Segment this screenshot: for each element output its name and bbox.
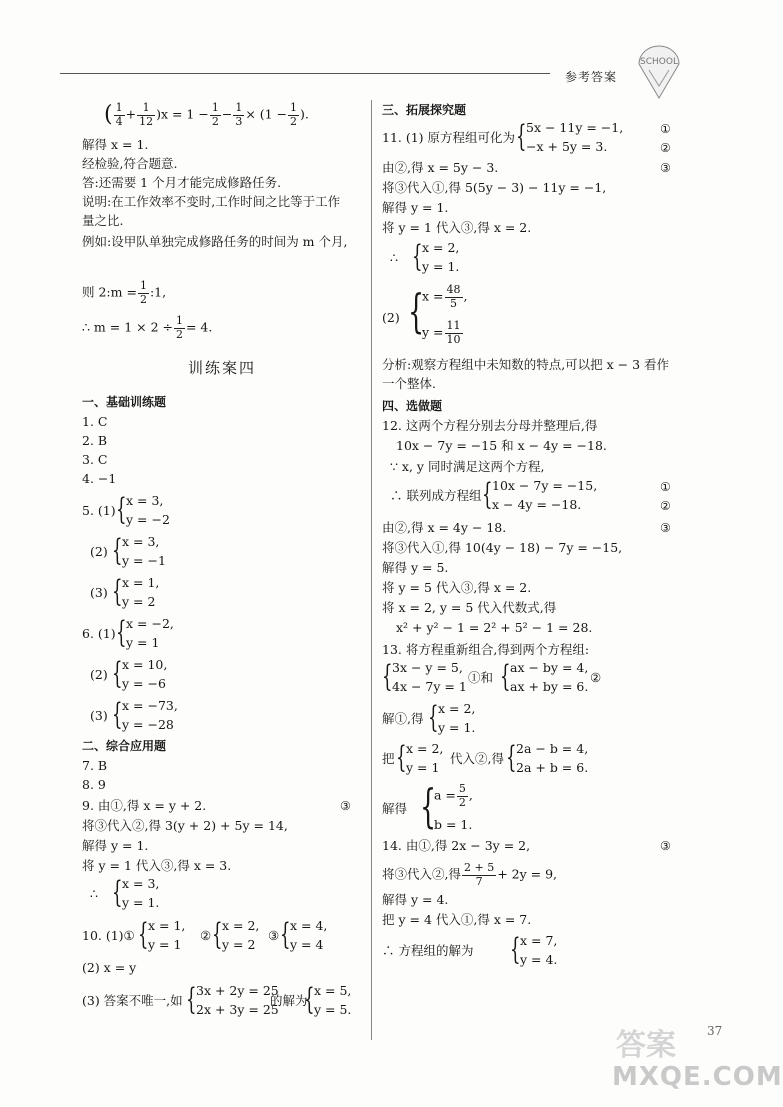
solution-line: 将 y = 1 代入③,得 x = 3.	[82, 858, 232, 873]
equation-system-pair: { 3x − y = 5, 4x − 7y = 1 ①和 { ax − by = 4, ax + by = 6. ②	[382, 659, 602, 694]
ratio-equation: 则 2:m = $\frac{1}{2}$ :1,	[82, 279, 167, 306]
answer-line: 8. 9	[82, 777, 106, 792]
solution-line: 把 y = 4 代入①,得 x = 7.	[382, 912, 532, 927]
solution-line: 由②,得 x = 5y − 3.	[382, 160, 499, 175]
school-badge-icon	[635, 46, 683, 100]
solution-line: 将 x = 2, y = 5 代入代数式,得	[382, 600, 557, 615]
section-heading: 三、拓展探究题	[382, 103, 467, 117]
solution-line: 将 y = 5 代入③,得 x = 2.	[382, 580, 532, 595]
text-line: 解得 x = 1.	[82, 137, 149, 152]
watermark-text: MXQE.COM	[612, 1062, 783, 1092]
answer-system: 6. (1) { x = −2, y = 1	[82, 615, 174, 650]
equation-system: 11. (1) 原方程组可化为 { 5x − 11y = −1, −x + 5y = 3. ① ②	[382, 119, 671, 155]
header-title: 参考答案	[565, 70, 618, 84]
substitution-system: 把 { x = 2, y = 1 代入②,得 { 2a − b = 4, 2a + b = 6.	[382, 740, 589, 775]
solution-line: 9. 由①,得 x = y + 2.	[82, 798, 207, 813]
answer-system: ∴ { x = 3, y = 1.	[90, 875, 160, 910]
analysis-paragraph: 分析:观察方程组中未知数的特点,可以把 x − 3 看作一个整体.	[382, 357, 670, 391]
section-title: 训练案四	[187, 359, 256, 377]
answer-system: (2) { x = 3, y = −1	[90, 533, 166, 568]
header-rule	[60, 73, 550, 74]
m-equation: ∴ m = 1 × 2 ÷ $\frac{1}{2}$ = 4.	[82, 314, 213, 341]
badge-label: SCHOOL	[640, 57, 678, 67]
solution-line: 由②,得 x = 4y − 18.	[382, 520, 507, 535]
equation-tag: ③	[660, 839, 671, 853]
answer-system-fraction: 解得 { a = $\frac{5}{2}$ , b = 1.	[382, 779, 473, 833]
solution-line: ∵ x, y 同时满足这两个方程,	[390, 459, 545, 474]
column-divider	[371, 100, 372, 1040]
solution-line: 12. 这两个方程分别去分母并整理后,得	[382, 418, 598, 433]
answer-system-fraction: (2) { x = $\frac{48}{5}$ , y = $\frac{11}{10}$	[382, 283, 468, 346]
answer-system: ∴ { x = 2, y = 1.	[390, 239, 460, 274]
watermark-logo: 答案	[616, 1028, 676, 1063]
text-line: 经检验,符合题意.	[82, 156, 178, 171]
solution-line: 解得 y = 1.	[82, 838, 149, 853]
page-number: 37	[707, 1024, 723, 1038]
equation-system: ∴ 联列成方程组 { 10x − 7y = −15, x − 4y = −18. ① ②	[390, 477, 671, 513]
answer-line: 7. B	[82, 758, 108, 773]
answer-system: 5. (1) { x = 3, y = −2	[82, 492, 170, 527]
answer-line: 4. −1	[82, 471, 117, 486]
section-heading: 一、基础训练题	[82, 395, 167, 409]
fraction-equation: 将③代入②,得 $\frac{2 + 5}{7}$ + 2y = 9,	[382, 861, 558, 888]
answer-system-row: 10. (1)① { x = 1, y = 1 ② { x = 2, y = 2 ③ { x = 4, y = 4	[82, 917, 328, 952]
solution-line: 将③代入②,得 3(y + 2) + 5y = 14,	[82, 818, 288, 833]
section-heading: 二、综合应用题	[82, 739, 167, 753]
text-line: 答:还需要 1 个月才能完成修路任务.	[82, 175, 282, 190]
section-heading: 四、选做题	[382, 399, 443, 413]
solution-line: 14. 由①,得 2x − 3y = 2,	[382, 838, 531, 853]
answer-line: 1. C	[82, 414, 108, 429]
solution-line: 解得 y = 1.	[382, 200, 449, 215]
top-equation: ( $\frac{1}{4}$ + $\frac{1}{12}$ )x = 1 − $\frac{1}{2}$ − $\frac{1}{3}$ × (1 − $\frac{1}{2}$ ).	[104, 101, 309, 128]
answer-system: (3) { x = 1, y = 2	[90, 574, 160, 609]
equation-tag: ③	[660, 161, 671, 175]
solution-line: x² + y² − 1 = 2² + 5² − 1 = 28.	[396, 620, 593, 635]
answer-system: (2) { x = 10, y = −6	[90, 656, 168, 691]
solution-line: 将③代入①,得 5(5y − 3) − 11y = −1,	[382, 180, 607, 195]
equation-tag: ③	[340, 799, 351, 813]
equation-tag: ③	[660, 521, 671, 535]
solution-line: 10x − 7y = −15 和 x − 4y = −18.	[396, 438, 607, 453]
answer-line: (2) x = y	[82, 960, 137, 975]
answer-line: 2. B	[82, 433, 108, 448]
answer-system: ∴ 方程组的解为 { x = 7, y = 4.	[382, 932, 558, 967]
answer-line: 3. C	[82, 452, 108, 467]
solution-line: 将③代入①,得 10(4y − 18) − 7y = −15,	[382, 540, 623, 555]
answer-system: 解①,得 { x = 2, y = 1.	[382, 700, 476, 735]
solution-line: 解得 y = 4.	[382, 892, 449, 907]
solution-line: 解得 y = 5.	[382, 560, 449, 575]
answer-system: (3) { x = −73, y = −28	[90, 697, 178, 732]
answer-system-row: (3) 答案不唯一,如 { 3x + 2y = 25 2x + 3y = 25 的解为 { x = 5, y = 5.	[82, 982, 352, 1017]
solution-line: 13. 将方程重新组合,得到两个方程组:	[382, 642, 590, 657]
text-paragraph: 例如:设甲队单独完成修路任务的时间为 m 个月,	[82, 234, 348, 249]
text-paragraph: 说明:在工作效率不变时,工作时间之比等于工作量之比.	[82, 194, 341, 228]
solution-line: 将 y = 1 代入③,得 x = 2.	[382, 220, 532, 235]
